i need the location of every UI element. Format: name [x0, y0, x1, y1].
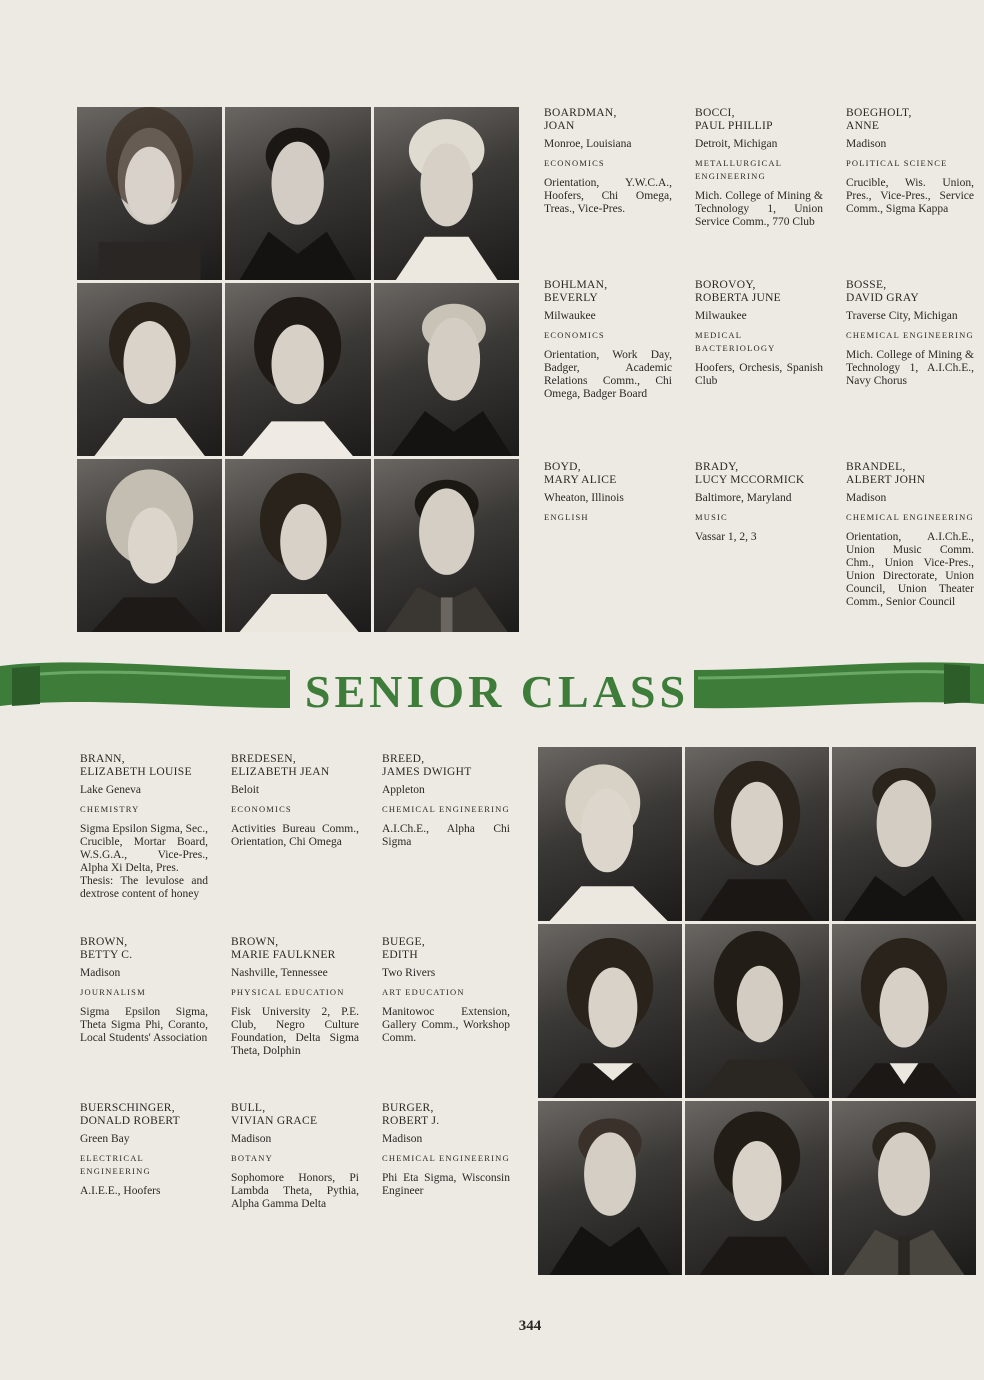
entry-hometown: Madison — [80, 967, 121, 979]
entry-hometown: Nashville, Tennessee — [231, 967, 328, 979]
entry-activities: Sigma Epsilon Sigma, Sec., Crucible, Mortar Board, W.S.G.A., Vice-Pres., Alpha Xi Delta, Pres. — [80, 823, 208, 874]
entry-activities: Hoofers, Orchesis, Spanish Club — [695, 362, 823, 387]
portrait-photo — [77, 283, 222, 456]
entry-major: JOURNALISM — [80, 987, 146, 997]
entry-major: CHEMICAL ENGINEERING — [382, 804, 510, 814]
bottom-portrait-grid — [538, 747, 976, 1275]
entry-activities: Orientation, A.I.Ch.E., Union Music Comm. Chm., Union Vice-Pres., Union Directorate, Union Council, Union Theater Comm., Senior Council — [846, 531, 974, 608]
entry-major: BOTANY — [231, 1153, 273, 1163]
entry-surname: BROWN, — [231, 936, 279, 948]
entry-surname: BUERSCHINGER, — [80, 1102, 175, 1114]
entry-surname: BOROVOY, — [695, 279, 756, 291]
entry-given-name: ELIZABETH JEAN — [231, 766, 330, 778]
entry-hometown: Traverse City, Michigan — [846, 310, 958, 322]
portrait-photo — [225, 459, 370, 632]
section-title: SENIOR CLASS — [304, 666, 690, 717]
portrait-photo — [832, 1101, 976, 1275]
entry-major: ENGLISH — [544, 512, 589, 522]
entry-major: CHEMICAL ENGINEERING — [382, 1153, 510, 1163]
entry-given-name: ANNE — [846, 120, 880, 132]
portrait-photo — [685, 1101, 829, 1275]
entry-given-name: BEVERLY — [544, 292, 598, 304]
senior-entry — [231, 1102, 359, 1211]
senior-entry — [846, 279, 974, 388]
entry-given-name: JAMES DWIGHT — [382, 766, 472, 778]
portrait-photo — [374, 459, 519, 632]
entry-hometown: Lake Geneva — [80, 784, 141, 796]
entry-surname: BOCCI, — [695, 107, 735, 119]
entry-given-name: MARY ALICE — [544, 474, 617, 486]
entry-major: METALLURGICAL ENGINEERING — [695, 158, 782, 181]
entry-hometown: Two Rivers — [382, 967, 436, 979]
entry-activities: Mich. College of Mining & Technology 1, A.I.Ch.E., Navy Chorus — [846, 349, 974, 387]
senior-entry — [695, 279, 823, 388]
portrait-photo — [538, 1101, 682, 1275]
entry-given-name: ALBERT JOHN — [846, 474, 926, 486]
entry-surname: BREDESEN, — [231, 753, 296, 765]
senior-entry — [382, 753, 510, 849]
senior-entry — [80, 753, 208, 901]
entry-activities: A.I.Ch.E., Alpha Chi Sigma — [382, 823, 510, 848]
portrait-photo — [77, 459, 222, 632]
entry-surname: BRADY, — [695, 461, 739, 473]
entry-activities: Activities Bureau Comm., Orientation, Chi Omega — [231, 823, 359, 848]
entry-hometown: Monroe, Louisiana — [544, 138, 632, 150]
entry-major: ECONOMICS — [544, 330, 605, 340]
entry-hometown: Madison — [846, 492, 887, 504]
entry-given-name: LUCY MCCORMICK — [695, 474, 805, 486]
senior-entry — [231, 936, 359, 1058]
entry-surname: BREED, — [382, 753, 425, 765]
entry-hometown: Milwaukee — [544, 310, 596, 322]
entry-thesis: Thesis: The levulose and dextrose content of honey — [80, 875, 208, 900]
portrait-photo — [685, 747, 829, 921]
entry-surname: BRANN, — [80, 753, 125, 765]
portrait-photo — [685, 924, 829, 1098]
portrait-photo — [832, 924, 976, 1098]
entry-surname: BOHLMAN, — [544, 279, 608, 291]
portrait-photo — [374, 107, 519, 280]
entry-major: ECONOMICS — [544, 158, 605, 168]
entry-major: MEDICAL BACTERIOLOGY — [695, 330, 776, 353]
entry-major: ECONOMICS — [231, 804, 292, 814]
entry-hometown: Beloit — [231, 784, 260, 796]
entry-major: CHEMICAL ENGINEERING — [846, 330, 974, 340]
entry-major: CHEMICAL ENGINEERING — [846, 512, 974, 522]
entry-surname: BRANDEL, — [846, 461, 906, 473]
entry-activities: Phi Eta Sigma, Wisconsin Engineer — [382, 1172, 510, 1197]
entry-major: ELECTRICAL ENGINEERING — [80, 1153, 151, 1176]
entry-surname: BUEGE, — [382, 936, 426, 948]
entry-major: ART EDUCATION — [382, 987, 465, 997]
entry-given-name: EDITH — [382, 949, 418, 961]
portrait-photo — [225, 283, 370, 456]
senior-entry — [382, 1102, 510, 1198]
entry-activities: Orientation, Work Day, Badger, Academic Relations Comm., Chi Omega, Badger Board — [544, 349, 672, 400]
entry-activities: Orientation, Y.W.C.A., Hoofers, Chi Omega, Treas., Vice-Pres. — [544, 177, 672, 215]
entry-major: PHYSICAL EDUCATION — [231, 987, 345, 997]
page-number: 344 — [518, 1318, 542, 1334]
senior-entry — [544, 107, 672, 216]
entry-hometown: Madison — [231, 1133, 272, 1145]
portrait-photo — [538, 747, 682, 921]
entry-hometown: Madison — [382, 1133, 423, 1145]
portrait-photo — [538, 924, 682, 1098]
entry-given-name: DAVID GRAY — [846, 292, 919, 304]
entry-given-name: VIVIAN GRACE — [231, 1115, 318, 1127]
entry-activities: Crucible, Wis. Union, Pres., Vice-Pres., Service Comm., Sigma Kappa — [846, 177, 974, 215]
entry-hometown: Baltimore, Maryland — [695, 492, 792, 504]
entry-hometown: Green Bay — [80, 1133, 130, 1145]
portrait-photo — [77, 107, 222, 280]
portrait-photo — [374, 283, 519, 456]
entry-activities: Sophomore Honors, Pi Lambda Theta, Pythia, Alpha Gamma Delta — [231, 1172, 359, 1210]
senior-entry — [846, 107, 974, 216]
entry-given-name: ROBERT J. — [382, 1115, 440, 1127]
entry-surname: BOSSE, — [846, 279, 887, 291]
entry-given-name: MARIE FAULKNER — [231, 949, 336, 961]
entry-hometown: Wheaton, Illinois — [544, 492, 624, 504]
senior-entry — [231, 753, 359, 849]
senior-entry — [80, 1102, 208, 1198]
senior-entry — [80, 936, 208, 1045]
entry-major: CHEMISTRY — [80, 804, 140, 814]
entry-hometown: Madison — [846, 138, 887, 150]
entry-hometown: Milwaukee — [695, 310, 747, 322]
entry-surname: BURGER, — [382, 1102, 434, 1114]
entry-given-name: ROBERTA JUNE — [695, 292, 782, 304]
top-portrait-grid — [77, 107, 519, 632]
entry-surname: BULL, — [231, 1102, 266, 1114]
entry-activities: Sigma Epsilon Sigma, Theta Sigma Phi, Coranto, Local Students' Association — [80, 1006, 208, 1044]
senior-entry — [544, 461, 672, 531]
entry-given-name: ELIZABETH LOUISE — [80, 766, 192, 778]
entry-surname: BOEGHOLT, — [846, 107, 912, 119]
senior-entry — [695, 461, 823, 544]
portrait-photo — [225, 107, 370, 280]
entry-activities: Fisk University 2, P.E. Club, Negro Culture Foundation, Delta Sigma Theta, Dolphin — [231, 1006, 359, 1057]
portrait-photo — [832, 747, 976, 921]
entry-activities: Vassar 1, 2, 3 — [695, 531, 757, 543]
senior-entry — [846, 461, 974, 609]
senior-entry — [382, 936, 510, 1045]
entry-major: MUSIC — [695, 512, 728, 522]
entry-surname: BROWN, — [80, 936, 128, 948]
entry-given-name: BETTY C. — [80, 949, 133, 961]
entry-surname: BOYD, — [544, 461, 581, 473]
entry-activities: A.I.E.E., Hoofers — [80, 1185, 161, 1197]
entry-given-name: DONALD ROBERT — [80, 1115, 180, 1127]
entry-activities: Mich. College of Mining & Technology 1, Union Service Comm., 770 Club — [695, 190, 823, 228]
entry-surname: BOARDMAN, — [544, 107, 617, 119]
entry-given-name: JOAN — [544, 120, 575, 132]
entry-hometown: Appleton — [382, 784, 425, 796]
entry-hometown: Detroit, Michigan — [695, 138, 778, 150]
entry-major: POLITICAL SCIENCE — [846, 158, 948, 168]
entry-given-name: PAUL PHILLIP — [695, 120, 773, 132]
senior-entry — [695, 107, 823, 229]
entry-activities: Manitowoc Extension, Gallery Comm., Workshop Comm. — [382, 1006, 510, 1044]
senior-entry — [544, 279, 672, 401]
